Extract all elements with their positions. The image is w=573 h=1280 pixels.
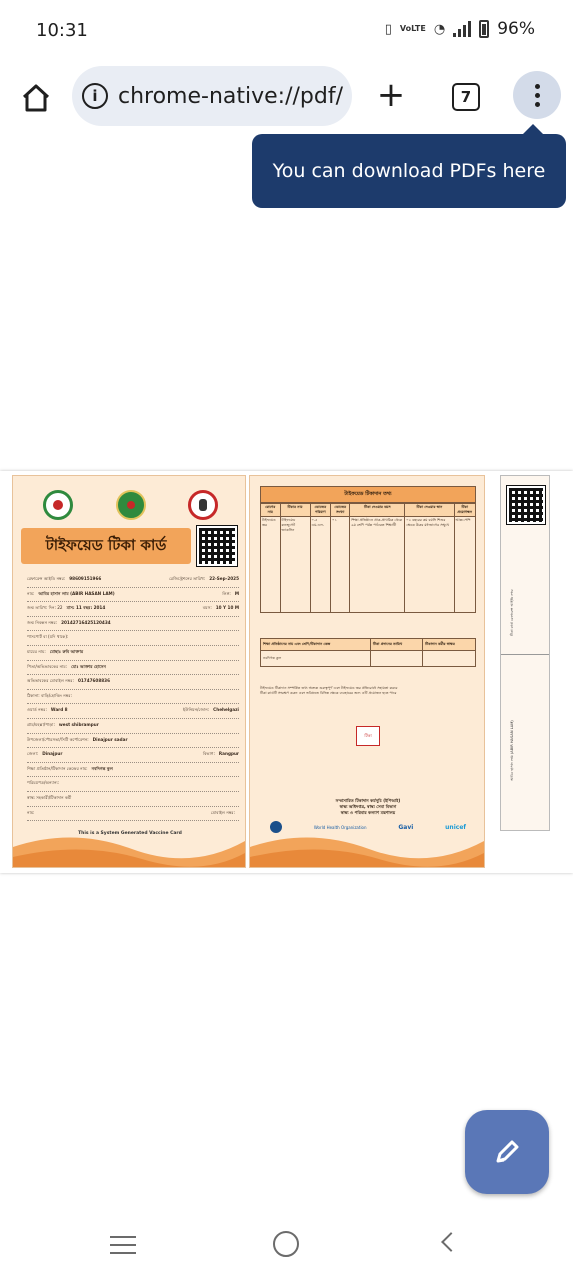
card-fields: [27, 573, 239, 821]
table-cell: টাইফয়েড কনজুগেট ভ্যাকসিন: [280, 517, 310, 613]
card-field: [27, 573, 239, 588]
card-field: [27, 675, 239, 690]
department-line: স্বাস্থ্য ও পরিবার কল্যাণ মন্ত্রণালয়: [340, 810, 396, 815]
card-field: [27, 734, 239, 749]
home-icon: [16, 78, 56, 118]
stub-text-top: টিকা কার্ড রেফারেন্স আইডি নম্বর: [510, 589, 514, 636]
table-header-cell: টিকা দেওয়ার বয়স: [350, 504, 405, 517]
table-cell: আন্ত:পেশি: [454, 517, 475, 613]
card-notes: [260, 686, 476, 696]
field-label: মায়ের নাম:: [27, 648, 46, 654]
vibrate-icon: ▯: [384, 21, 392, 37]
system-generated-note: This is a System Generated Vaccine Card: [78, 831, 182, 836]
download-tooltip[interactable]: [252, 134, 566, 208]
field-extra-label: রেজিস্ট্রেশনের তারিখ:: [169, 576, 206, 581]
field-value: মোঃ আক্তার হোসেন: [71, 663, 107, 669]
pdf-page: [0, 471, 573, 873]
field-label: পাসপোর্ট বা (যদি থাকে):: [27, 634, 69, 640]
field-extra-label: লিঙ্গ:: [222, 590, 231, 596]
field-label: শিক্ষা প্রতিষ্ঠান/টিকাদান কেন্দ্রের নাম:: [27, 765, 88, 771]
system-nav-bar: [0, 1208, 573, 1280]
table-cell: [370, 651, 422, 667]
card-field: [27, 661, 239, 676]
vaccine-card-back: [249, 475, 485, 868]
tab-count: 7: [460, 88, 472, 106]
field-value: Dinajpur sadar: [92, 736, 128, 742]
department-line: স্বাস্থ্য অধিদপ্তর, স্বাস্থ্য সেবা বিভাগ: [339, 804, 397, 809]
vaccination-table: [260, 503, 476, 613]
field-extra-value: Rangpur: [218, 751, 239, 757]
table-header-cell: টিকাদান কর্মীর স্বাক্ষর: [423, 639, 476, 651]
card-field: [27, 617, 239, 632]
card-field: [27, 631, 239, 646]
table-header-cell: টিকা প্রদানের তারিখ: [370, 639, 422, 651]
qr-code: [197, 526, 237, 566]
note-item: টাইফয়েড টিকাদান সম্পর্কিত তথ্য অত্যন্ত গুরুত্বপূর্ণ এবং টাইফয়েড জ্বর প্রতিরোধে সহায়তা করবে: [260, 686, 398, 690]
battery-icon: [479, 20, 489, 38]
field-extra-label: বিভাগ:: [202, 751, 215, 757]
field-extra-label: ইউনিয়ন/জোন:: [183, 707, 210, 713]
table-cell: টাইফয়েড জ্বর: [261, 517, 281, 613]
field-label: নাম:: [27, 809, 35, 815]
field-value: আবির হাসান লাম (ABIR HASAN LAM): [38, 590, 115, 596]
field-label: ওয়ার্ড নম্বর:: [27, 707, 47, 713]
table-header-cell: রোগের নাম: [261, 504, 281, 517]
status-bar: [0, 0, 573, 62]
browser-toolbar: [0, 62, 573, 134]
card-field: [27, 690, 239, 705]
wifi-icon: ◔: [433, 21, 446, 37]
tooltip-text: You can download PDFs here: [272, 160, 546, 182]
field-label: অভিভাবকের মোবাইল নম্বর:: [27, 678, 74, 684]
table-cell: ০১: [331, 517, 350, 613]
url-text[interactable]: chrome-native://pdf/: [118, 83, 344, 109]
card-wave-decoration: [13, 827, 245, 867]
edit-fab[interactable]: [465, 1110, 549, 1194]
field-value: নবদিগন্ত কুল: [91, 765, 113, 771]
table-header-cell: শিক্ষা প্রতিষ্ঠানের নাম এবং শ্রেণি/টিকাদান কেন্দ্র: [261, 639, 371, 651]
who-logo: World Health Organization: [313, 824, 367, 830]
table-header-cell: টিকা দেওয়ার স্থান: [405, 504, 454, 517]
card-field: [27, 807, 239, 822]
table-cell: [423, 651, 476, 667]
status-icons: [385, 19, 535, 39]
table-header-cell: ডোজের পরিমাণ: [310, 504, 331, 517]
signal-icon: [453, 21, 471, 37]
card-field: [27, 588, 239, 603]
more-vert-icon[interactable]: [513, 71, 561, 119]
field-extra-value: Chehelgazi: [213, 707, 239, 713]
field-label: জন্ম তারিখ: দিন: 22: [27, 605, 63, 611]
field-label: পিতা/অভিভাবকের নাম:: [27, 663, 68, 669]
field-extra-value: 22-Sep-2025: [209, 576, 239, 581]
field-extra-value: 10 Y 10 M: [215, 605, 239, 611]
card-field: [27, 646, 239, 661]
field-extra-label: মোবাইল নম্বর:: [210, 809, 235, 815]
home-button[interactable]: [16, 78, 56, 118]
field-value: মাস: 11 বছর: 2014: [66, 605, 106, 611]
card-field: [27, 777, 239, 792]
field-value: 01747608836: [77, 678, 111, 684]
vaccine-ticket-logo: টিকা: [356, 726, 380, 746]
info-icon[interactable]: i: [82, 83, 108, 109]
back-title: টাইফয়েড টিকাদান তথ্য: [260, 486, 476, 503]
table-header-cell: টিকা প্রয়োগস্থল: [454, 504, 475, 517]
field-label: জেলা:: [27, 751, 39, 757]
field-extra-label: বয়স:: [202, 605, 212, 611]
stub-text-bottom: আবির হাসান লাম (ABIR HASAN LAM): [510, 720, 514, 781]
field-label: স্বাস্থ্য সহকারী/টিকাদান কর্মী: [27, 794, 72, 800]
table-cell: ০.৫ এম.এল.: [310, 517, 331, 613]
field-label: ঠিকানা: বাড়ি/হোল্ডিং নম্বর:: [27, 692, 72, 698]
field-value: মোছাঃ রুবি আক্তার: [49, 648, 84, 654]
home-nav-icon[interactable]: [273, 1231, 299, 1257]
tab-switcher-button[interactable]: [452, 83, 480, 111]
unicef-logo: unicef: [445, 823, 466, 831]
department-line: সম্প্রসারিত টিকাদান কর্মসূচি (ইপিআই): [335, 798, 401, 803]
field-value: west shibrampur: [58, 721, 99, 727]
table-cell: শিক্ষা প্রতিষ্ঠানে প্রাক-প্রাথমিক থেকে ৯ম শ্রেণি পর্যন্ত পাঠ্যরত শিক্ষার্থী: [350, 517, 405, 613]
recents-icon[interactable]: [110, 1236, 136, 1254]
address-bar[interactable]: [72, 66, 352, 126]
status-time: 10:31: [36, 20, 88, 41]
field-value: Ward 8: [50, 707, 68, 713]
back-nav-icon[interactable]: [441, 1232, 461, 1252]
card-title: টাইফয়েড টিকা কার্ড: [21, 528, 191, 564]
institution-table: [260, 638, 476, 667]
field-value: Dinajpur: [42, 751, 63, 757]
field-extra-value: M: [234, 590, 239, 596]
card-stub: [500, 475, 550, 831]
new-tab-button[interactable]: [374, 75, 408, 115]
pdf-viewer[interactable]: [0, 136, 573, 1208]
govt-seal-logo: [116, 490, 146, 520]
battery-percent: 96%: [497, 19, 535, 39]
field-label: রেফারেন্স আইডি নম্বর:: [27, 576, 66, 581]
card-field: [27, 719, 239, 734]
vaccine-card-front: [12, 475, 246, 868]
card-field: [27, 763, 239, 778]
card-field: [27, 748, 239, 763]
field-label: পরিচয়পত্র/অন্যান্য:: [27, 780, 60, 786]
card-field: [27, 602, 239, 617]
stub-divider: [501, 654, 549, 655]
epi-logo: [188, 490, 218, 520]
field-value: 98609151966: [69, 576, 102, 581]
gavi-logo: Gavi: [398, 823, 414, 831]
card-field: [27, 704, 239, 719]
dghs-logo: [43, 490, 73, 520]
table-header-cell: ডোজের সংখ্যা: [331, 504, 350, 517]
field-label: নাম:: [27, 590, 35, 596]
field-value: 20142716425120434: [61, 619, 111, 625]
card-field: [27, 792, 239, 807]
table-cell: ০২ বছরের কম বয়সি শিশুর ক্ষেত্রে উরুর মধ্যভাগের সম্মুখে: [405, 517, 454, 613]
table-cell: নবদিগন্ত কুল: [261, 651, 371, 667]
field-label: উপজেলা/পৌরসভা/সিটি কর্পোরেশন:: [27, 736, 89, 742]
stub-qr-code: [507, 486, 545, 524]
edit-icon: [490, 1135, 524, 1169]
table-header-cell: টিকার নাম: [280, 504, 310, 517]
volte-icon: VoLTE: [399, 24, 426, 33]
department-text: [260, 798, 476, 816]
card-wave-decoration: [250, 824, 484, 867]
plus-icon: +: [376, 75, 406, 115]
note-item: টিকা কার্ডটি সংরক্ষণ করুন এবং ভবিষ্যতে বিভিন্ন ক্ষেত্রে ব্যবহারের জন্য এটি প্রয়োজন হতে পারে: [260, 691, 397, 695]
field-label: জন্ম নিবন্ধন নম্বর:: [27, 619, 58, 625]
field-label: গ্রাম/মহল্লা/পাড়া:: [27, 721, 55, 727]
